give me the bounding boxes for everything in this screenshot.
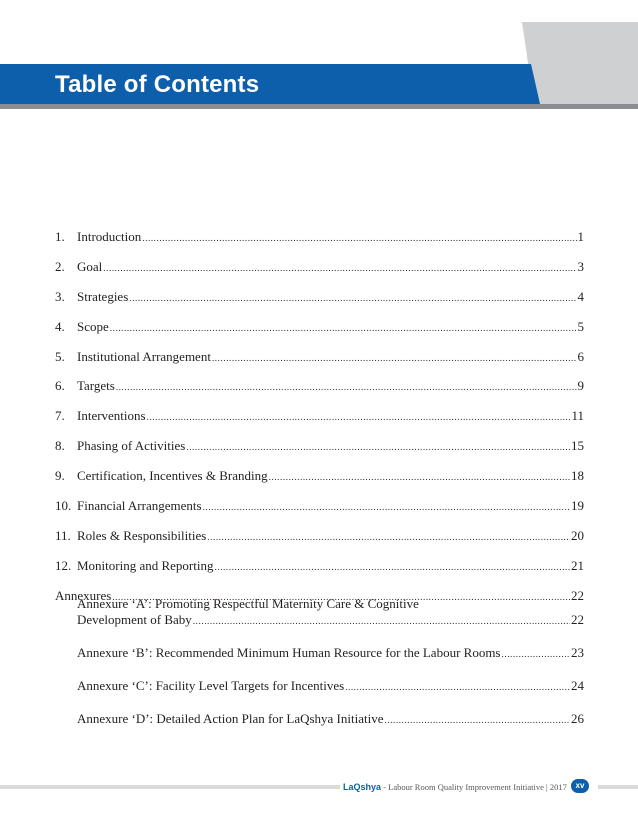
toc-entry-number: 6.: [55, 378, 65, 394]
dot-leader: [212, 350, 577, 366]
annexure-title: Development of Baby: [77, 612, 192, 627]
toc-entry-page: 9: [577, 378, 584, 394]
toc-entry-page: 15: [571, 438, 584, 454]
dot-leader: [116, 379, 577, 395]
annexure-page: 26: [571, 711, 584, 726]
toc-entry-page: 3: [577, 258, 584, 274]
toc-entry-number: 3.: [55, 288, 65, 304]
brand-shya: shya: [360, 782, 382, 792]
footer-text: - Labour Room Quality Improvement Initiative | 2017: [381, 782, 567, 792]
dot-leader: [215, 559, 571, 575]
brand-la: La: [343, 782, 354, 792]
annexure-title-line1: Annexure ‘A’: Promoting Respectful Maternity Care & Cognitive: [77, 596, 419, 611]
annexure-page: 24: [571, 678, 584, 693]
toc-entry-number: 1.: [55, 229, 65, 244]
toc-entry-number: 12.: [55, 557, 72, 573]
annexure-entry[interactable]: [77, 645, 584, 662]
toc-entry[interactable]: [55, 289, 584, 306]
toc-entry[interactable]: [55, 558, 584, 575]
toc-entry-page: 1: [577, 229, 584, 244]
brand-q: Q: [353, 782, 361, 792]
dot-leader: [186, 439, 570, 455]
toc-entry[interactable]: [55, 408, 584, 425]
dot-leader: [502, 646, 571, 662]
page-title: Table of Contents: [55, 71, 260, 98]
toc-entry-label: Monitoring and Reporting: [77, 557, 214, 573]
toc-entry[interactable]: [55, 259, 584, 276]
toc-entry[interactable]: [55, 438, 584, 455]
toc-entry-page: 19: [571, 498, 584, 514]
toc-entry-number: 9.: [55, 468, 65, 484]
annexure-title: Annexure ‘B’: Recommended Minimum Human Resource for the Labour Rooms: [77, 645, 501, 660]
toc-entry-number: 2.: [55, 258, 65, 274]
toc-entry-page: 6: [577, 348, 584, 364]
toc-entry-number: 4.: [55, 318, 65, 334]
dot-leader: [110, 320, 577, 336]
toc-entry-label: Goal: [77, 258, 103, 274]
toc-entry-label: Institutional Arrangement: [77, 348, 211, 364]
toc-entry-label: Scope: [77, 318, 109, 334]
annexure-page: 22: [571, 612, 584, 627]
annexure-title: Annexure ‘D’: Detailed Action Plan for LaQshya Initiative: [77, 711, 384, 726]
toc-entry[interactable]: [55, 378, 584, 395]
toc-entry-label: Roles & Responsibilities: [77, 527, 207, 543]
dot-leader: [345, 679, 570, 695]
toc-entry-number: 11.: [55, 527, 71, 543]
footer-rule: [598, 785, 638, 789]
toc-entry-page: 4: [577, 288, 584, 304]
toc-entry-label: Financial Arrangements: [77, 498, 202, 514]
annexure-entry[interactable]: [77, 596, 584, 629]
toc-entry-page: 22: [571, 587, 584, 603]
toc-entry-page: 21: [571, 557, 584, 573]
dot-leader: [103, 260, 576, 276]
toc-entry[interactable]: [55, 349, 584, 366]
page-footer: [343, 780, 567, 794]
toc-entry-number: 5.: [55, 348, 65, 364]
footer-rule: [0, 785, 340, 789]
dot-leader: [207, 529, 570, 545]
dot-leader: [269, 469, 570, 485]
annexure-entry[interactable]: [77, 711, 584, 728]
toc-entry[interactable]: [55, 528, 584, 545]
toc-entry-label: Certification, Incentives & Branding: [77, 468, 268, 484]
toc-entry[interactable]: [55, 498, 584, 515]
annexure-entry[interactable]: [77, 678, 584, 695]
toc-list: [55, 229, 584, 618]
toc-entry[interactable]: [55, 468, 584, 485]
toc-entry-number: 7.: [55, 408, 65, 424]
annexure-title: Annexure ‘C’: Facility Level Targets for Incentives: [77, 678, 345, 693]
dot-leader: [129, 290, 576, 306]
toc-entry-page: 20: [571, 527, 584, 543]
dot-leader: [193, 613, 570, 629]
annexure-list: [77, 596, 584, 744]
toc-entry-label: Targets: [77, 378, 115, 394]
toc-entry-label: Phasing of Activities: [77, 438, 186, 454]
toc-entry-number: 10.: [55, 498, 72, 514]
dot-leader: [147, 409, 571, 425]
toc-entry-label: Strategies: [77, 288, 129, 304]
title-underline: [0, 104, 638, 109]
dot-leader: [385, 712, 571, 728]
annexure-page: 23: [571, 645, 584, 660]
toc-entry-page: 5: [577, 318, 584, 334]
toc-entry[interactable]: [55, 319, 584, 336]
toc-entry-label: Interventions: [77, 408, 146, 424]
toc-entry-label: Annexures: [55, 587, 112, 603]
toc-entry-number: 8.: [55, 438, 65, 454]
header-corner-tab: [522, 22, 638, 104]
dot-leader: [203, 499, 570, 515]
toc-entry-page: 18: [571, 468, 584, 484]
page-number-badge: xv: [571, 779, 589, 793]
dot-leader: [142, 230, 576, 246]
toc-entry[interactable]: [55, 229, 584, 246]
toc-entry-page: 11: [571, 408, 584, 424]
toc-entry-label: Introduction: [77, 229, 142, 244]
